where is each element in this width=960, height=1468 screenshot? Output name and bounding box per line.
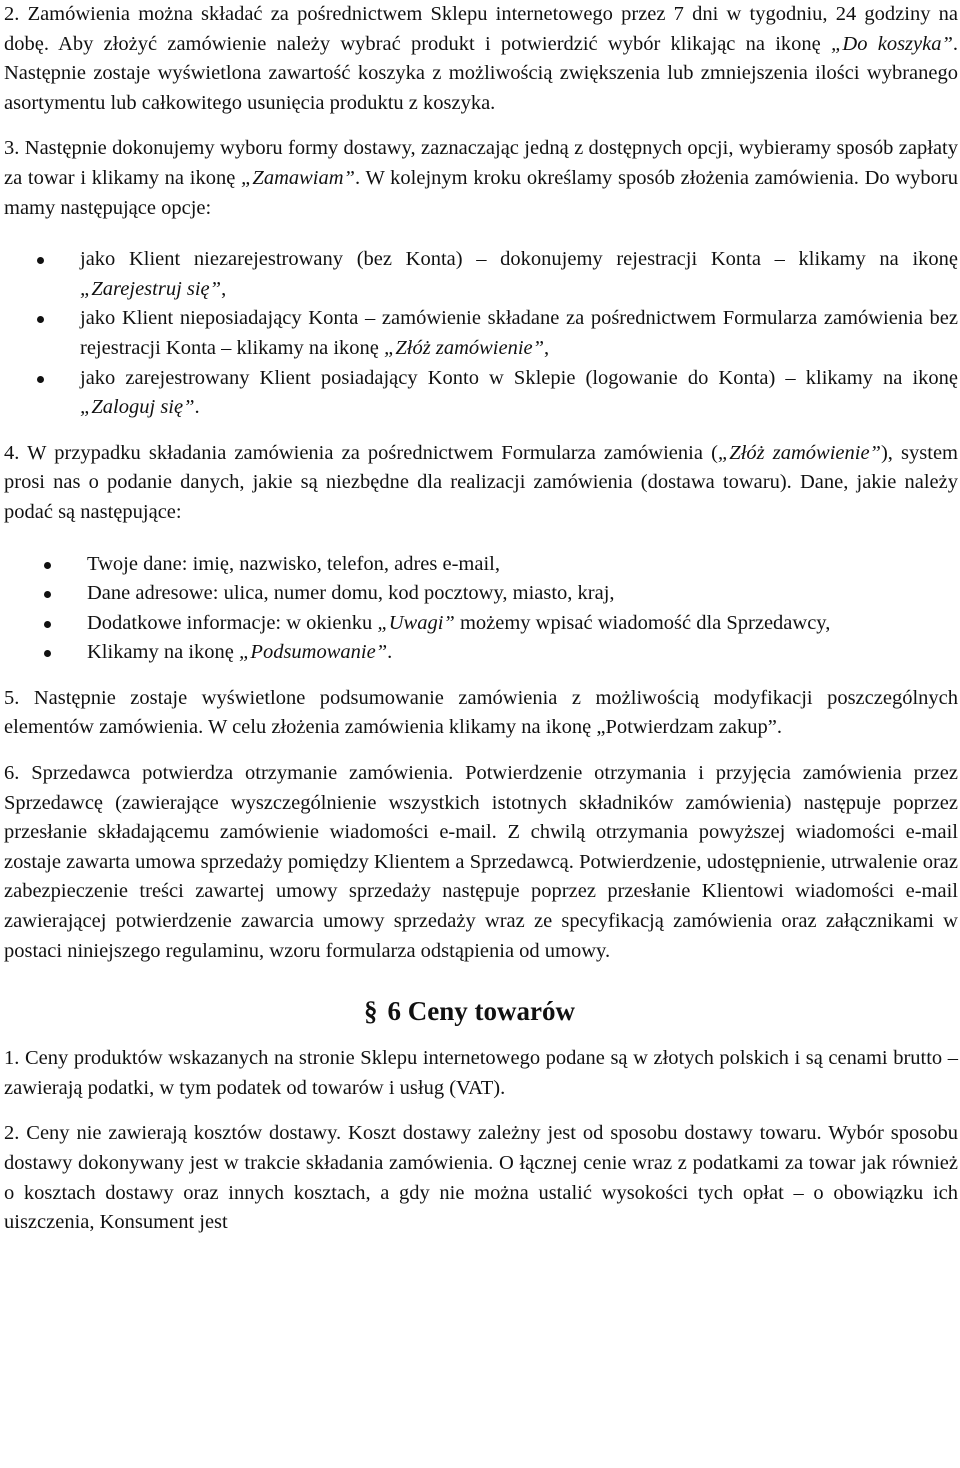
paragraph-4: 4. W przypadku składania zamówienia za pośrednictwem Formularza zamówienia („Złóż zamówienie”), system prosi nas o podanie danych, jakie są niezbędne dla realizacji zamówienia (dostawa towaru). Dane, jakie należy podać są następujące: [4,441,958,523]
bullet-icon [44,621,51,628]
bullet-icon [44,591,51,598]
list-item: Twoje dane: imię, nazwisko, telefon, adres e-mail, [4,550,958,580]
bullet-icon [44,650,51,657]
paragraph-6: 6. Sprzedawca potwierdza otrzymanie zamówienia. Potwierdzenie otrzymania i przyjęcia zamówienia przez Sprzedawcę (zawierające wyszczególnienie wszystkich istotnych składników zamówienia) następuje poprzez przesłanie składającemu zamówienie wiadomości e-mail. Z chwilą otrzymania powyższej wiadomości e-mail zostaje zawarta umowa sprzedaży pomiędzy Klientem a Sprzedawcą. Potwierdzenie, udostępnienie, utrwalenie oraz zabezpieczenie treści zawartej umowy sprzedaży następuje poprzez przesłanie Klientowi wiadomości e-mail zawierającej potwierdzenie zawarcia umowy sprzedaży wraz ze specyfikacją zamówienia oraz załącznikami w postaci niniejszego regulaminu, wzoru formularza odstąpienia od umowy. [4,762,958,962]
section-heading [4,991,958,1031]
paragraph-2-text-a: 2. Zamówienia można składać za pośrednictwem Sklepu internetowego przez 7 dni w tygodniu, 24 godziny na dobę. Aby złożyć zamówienie należy wybrać produkt i potwierdzić wybór klikając na ikonę [4,3,958,55]
section-title: 6 Ceny towarów [387,996,575,1027]
list-item: Dane adresowe: ulica, numer domu, kod pocztowy, miasto, kraj, [4,579,958,609]
bullet-icon [37,376,44,383]
order-options-list [4,245,958,423]
paragraph-2-text-b: . Następnie zostaje wyświetlona zawartość koszyka z możliwością zwiększenia lub zmniejszenia ilości wybranego asortymentu lub całkowitego usunięcia produktu z koszyka. [4,32,959,114]
bullet-icon [44,562,51,569]
list-item: Klikamy na ikonę „Podsumowanie”. [4,638,958,668]
paragraph-2 [4,0,958,118]
list-item: jako Klient niezarejestrowany (bez Konta) – dokonujemy rejestracji Konta – klikamy na ikonę „Zarejestruj się”, [4,245,958,304]
bullet-icon [37,316,44,323]
zloz-zamowienie-label: „Złóż zamówienie” [717,441,881,464]
zamawiam-label: „Zamawiam” [241,166,355,189]
list-item: Dodatkowe informacje: w okienku „Uwagi” możemy wpisać wiadomość dla Sprzedawcy, [4,609,958,639]
list-item: jako Klient nieposiadający Konta – zamówienie składane za pośrednictwem Formularza zamówienia bez rejestracji Konta – klikamy na ikonę „Złóż zamówienie”, [4,304,958,363]
paragraph-5: 5. Następnie zostaje wyświetlone podsumowanie zamówienia z możliwością modyfikacji poszczególnych elementów zamówienia. W celu złożenia zamówienia klikamy na ikonę „Potwierdzam zakup”. [4,686,958,739]
section-sign-icon: § [364,996,378,1027]
section-paragraph-1: 1. Ceny produktów wskazanych na stronie Sklepu internetowego podane są w złotych polskich i są cenami brutto – zawierają podatki, w tym podatek od towarów i usług (VAT). [4,1047,958,1099]
paragraph-3-text-a: 3. Następnie dokonujemy wyboru formy dostawy, zaznaczając jedną z dostępnych opcji, wybieramy sposób zapłaty za towar i klikamy na ikonę [4,137,958,189]
section-paragraph-2: 2. Ceny nie zawierają kosztów dostawy. Koszt dostawy zależny jest od sposobu dostawy towaru. Wybór sposobu dostawy dokonywany jest w trakcie składania zamówienia. O łącznej cenie wraz z podatkami za towar jak również o kosztach dostawy oraz innych kosztach, a gdy nie można ustalić wysokości tych opłat – o obowiązku ich uiszczenia, Konsument jest [4,1122,958,1234]
paragraph-3 [4,134,958,223]
list-item: jako zarejestrowany Klient posiadający Konto w Sklepie (logowanie do Konta) – klikamy na ikonę „Zaloguj się”. [4,364,958,423]
bullet-icon [37,257,44,264]
paragraph-3-text-b: . W kolejnym kroku określamy sposób złożenia zamówienia. Do wyboru mamy następujące opcje: [4,166,958,219]
do-koszyka-label: „Do koszyka” [831,32,953,55]
required-data-list [4,550,958,668]
